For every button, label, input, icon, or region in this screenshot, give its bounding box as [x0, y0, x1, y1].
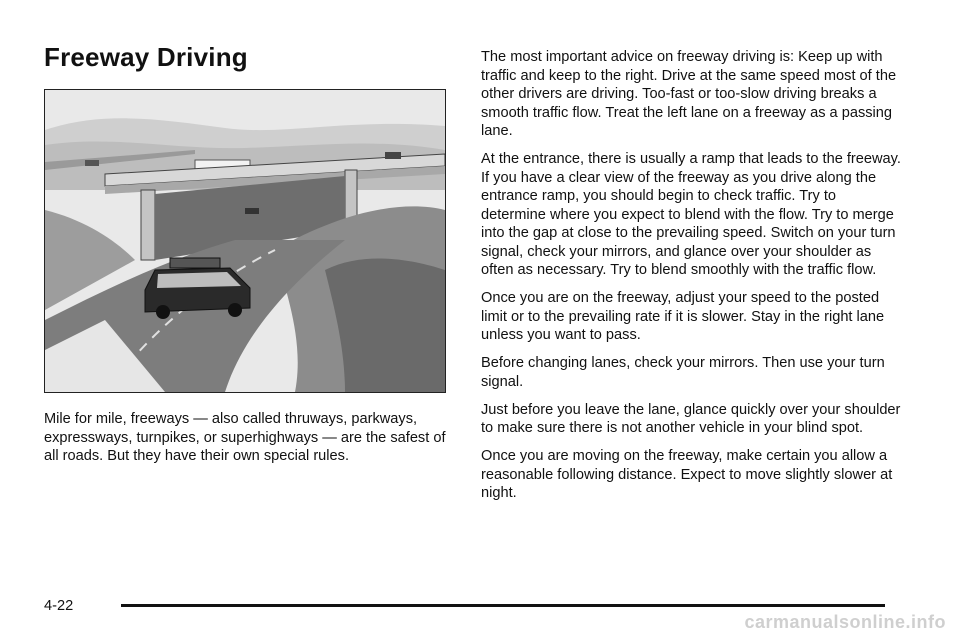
- distant-car: [245, 208, 259, 214]
- paragraph: Just before you leave the lane, glance quickly over your shoulder to make sure there is not another vehicle in your blind spot.: [481, 401, 901, 436]
- freeway-illustration: [44, 89, 446, 393]
- page-number: 4-22: [44, 598, 74, 614]
- distant-car: [85, 160, 99, 166]
- footer-rule: [121, 604, 885, 607]
- distant-car: [385, 152, 401, 159]
- paragraph: The most important advice on freeway driving is: Keep up with traffic and keep to the right. Drive at the same speed most of the other drivers are driving. Too-fast or too-slow driving breaks a smooth traffic flow. Treat the left lane on a freeway as a passing lane.: [481, 49, 897, 139]
- intro-paragraph: Mile for mile, freeways — also called thruways, parkways, expressways, turnpikes, or superhighways — are the safest of all roads. But they have their own special rules.: [44, 411, 446, 464]
- right-column: [481, 48, 901, 512]
- paragraph: Once you are moving on the freeway, make certain you allow a reasonable following distance. Expect to move slightly slower at night.: [481, 448, 893, 501]
- bridge-pillar-left: [141, 190, 155, 260]
- watermark: carmanualsonline.info: [744, 612, 946, 632]
- roof-luggage: [170, 258, 220, 268]
- paragraph: Once you are on the freeway, adjust your speed to the posted limit or to the prevailing rate if it is slower. Stay in the right lane unless you want to pass.: [481, 290, 885, 343]
- page-title: Freeway Driving: [44, 42, 248, 72]
- paragraph: At the entrance, there is usually a ramp that leads to the freeway. If you have a clear view of the freeway as you drive along the entrance ramp, you should begin to check traffic. Try to determine where you expect to blend with the flow. Try to merge into the gap at close to the prevailing speed. Switch on your turn signal, check your mirrors, and glance over your shoulder as often as necessary. Try to blend smoothly with the traffic flow.: [481, 151, 901, 278]
- freeway-scene-drawing: [45, 90, 445, 392]
- paragraph: Before changing lanes, check your mirrors. Then use your turn signal.: [481, 355, 885, 390]
